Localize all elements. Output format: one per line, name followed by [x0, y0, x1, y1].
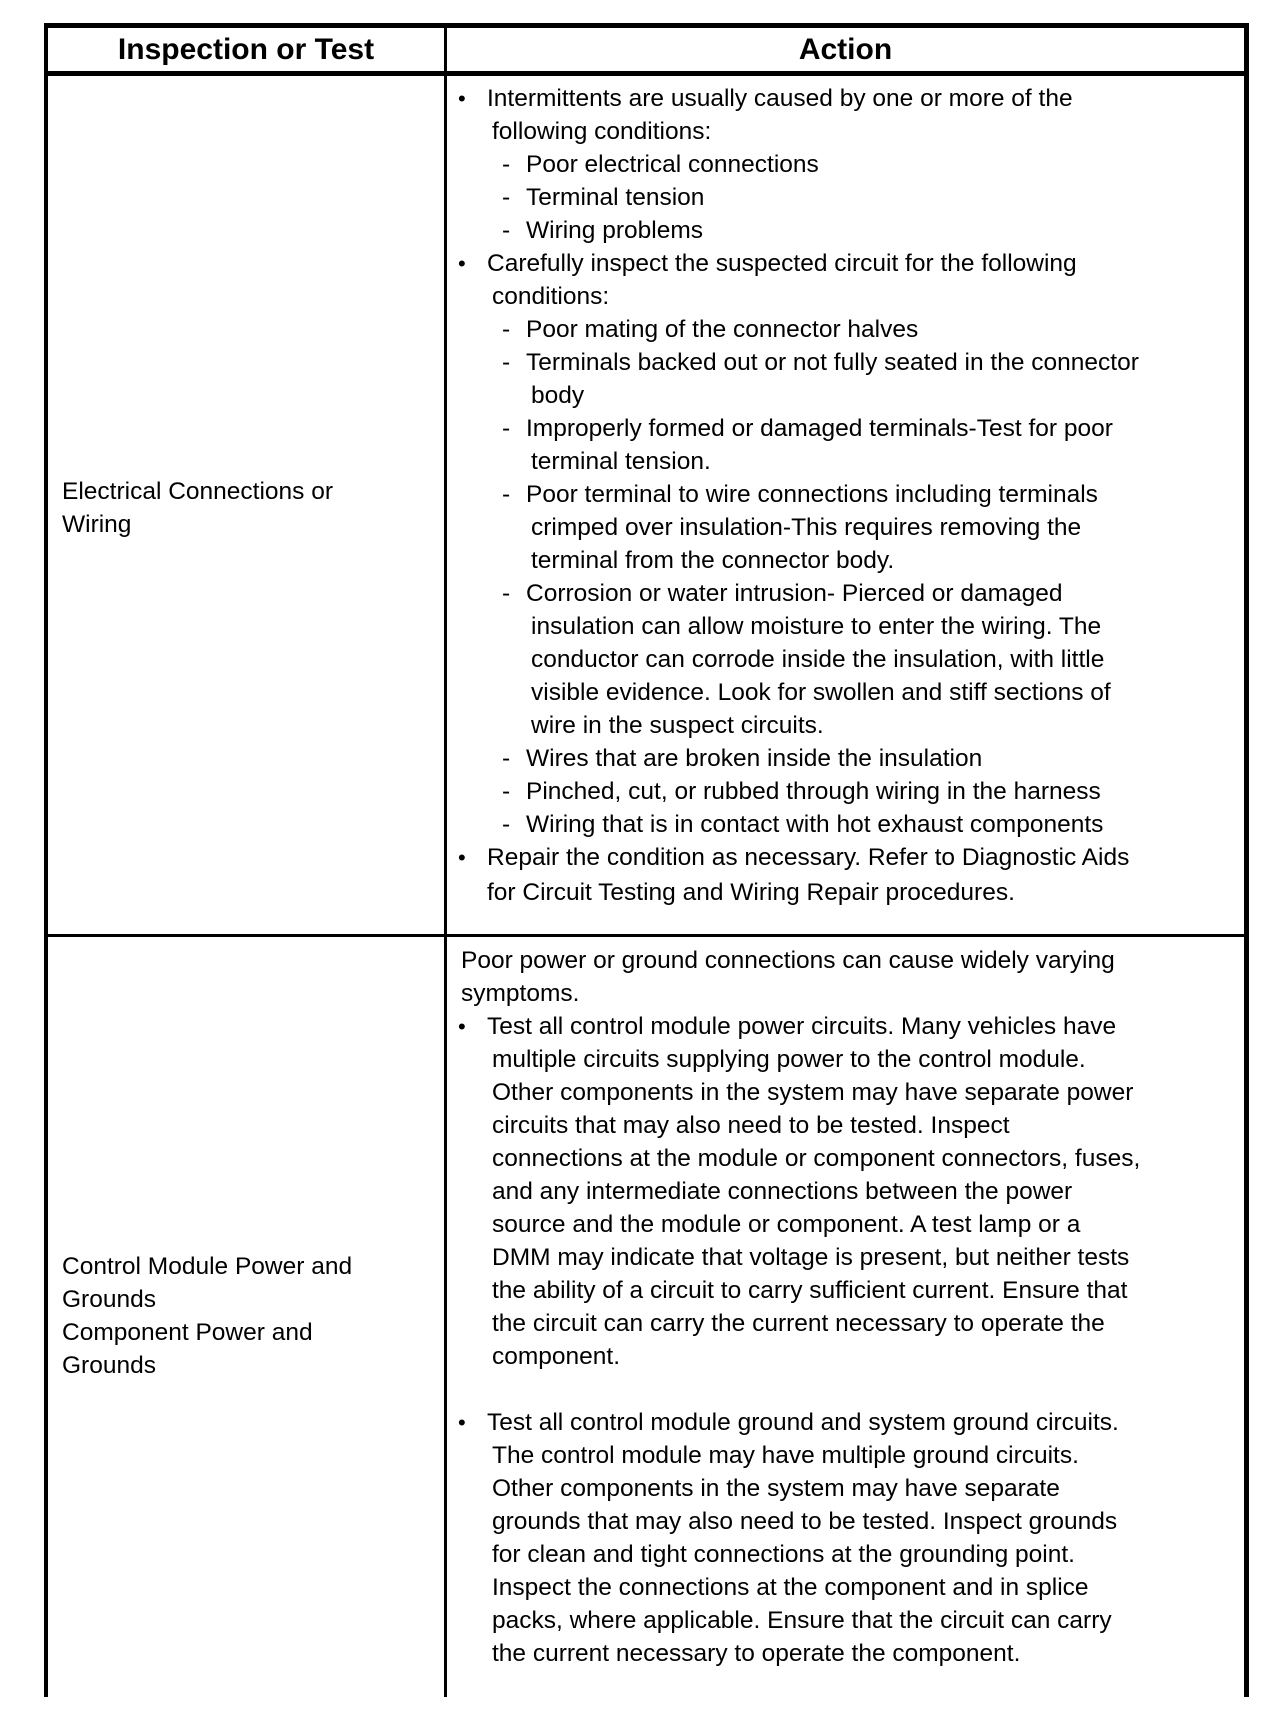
- action-text: Test all control module power circuits. Many vehicles have: [487, 1013, 1117, 1040]
- action-text: Wires that are broken inside the insulation: [526, 745, 983, 772]
- action-text: wire in the suspect circuits.: [531, 712, 824, 739]
- action-text: multiple circuits supplying power to the control module.: [492, 1046, 1086, 1073]
- action-text: component.: [492, 1343, 621, 1370]
- action-text: Intermittents are usually caused by one or more of the: [487, 85, 1073, 112]
- dash-icon: -: [502, 217, 511, 244]
- action-text: Other components in the system may have separate: [492, 1475, 1060, 1502]
- dash-icon: -: [502, 316, 511, 343]
- action-text: Carefully inspect the suspected circuit for the following: [487, 250, 1077, 277]
- action-text: symptoms.: [461, 980, 580, 1007]
- action-text: Poor power or ground connections can cause widely varying: [461, 947, 1115, 974]
- action-text: and any intermediate connections between the power: [492, 1178, 1073, 1205]
- action-text: terminal from the connector body.: [531, 547, 895, 574]
- header-action: Action: [798, 33, 893, 66]
- action-text: Wiring problems: [526, 217, 703, 244]
- bullet-icon: •: [458, 1014, 466, 1039]
- action-text: Wiring that is in contact with hot exhaust components: [526, 811, 1104, 838]
- dash-icon: -: [502, 151, 511, 178]
- action-text: Improperly formed or damaged terminals-Test for poor: [526, 415, 1113, 442]
- action-text: The control module may have multiple ground circuits.: [492, 1442, 1079, 1469]
- inspection-label: Grounds: [62, 1352, 156, 1379]
- action-text: circuits that may also need to be tested. Inspect: [492, 1112, 1010, 1139]
- action-text: source and the module or component. A test lamp or a: [492, 1211, 1081, 1238]
- dash-icon: -: [502, 349, 511, 376]
- action-text: conditions:: [492, 283, 610, 310]
- action-text: grounds that may also need to be tested. Inspect grounds: [492, 1508, 1118, 1535]
- action-text: visible evidence. Look for swollen and stiff sections of: [531, 679, 1111, 706]
- action-text: for clean and tight connections at the grounding point.: [492, 1541, 1075, 1568]
- action-text: insulation can allow moisture to enter the wiring. The: [531, 613, 1102, 640]
- dash-icon: -: [502, 745, 511, 772]
- action-text: the ability of a circuit to carry sufficient current. Ensure that: [492, 1277, 1128, 1304]
- action-text: Test all control module ground and system ground circuits.: [487, 1409, 1119, 1436]
- action-text: terminal tension.: [531, 448, 711, 475]
- bullet-icon: •: [458, 1410, 466, 1435]
- bullet-icon: •: [458, 251, 466, 276]
- dash-icon: -: [502, 415, 511, 442]
- action-text: for Circuit Testing and Wiring Repair procedures.: [487, 879, 1015, 906]
- action-text: conductor can corrode inside the insulation, with little: [531, 646, 1105, 673]
- action-text: the circuit can carry the current necessary to operate the: [492, 1310, 1105, 1337]
- bullet-icon: •: [458, 86, 466, 111]
- header-inspection-or-test: Inspection or Test: [117, 33, 375, 66]
- action-text: Poor electrical connections: [526, 151, 819, 178]
- inspection-label: Control Module Power and: [62, 1253, 353, 1280]
- dash-icon: -: [502, 184, 511, 211]
- action-text: crimped over insulation-This requires removing the: [531, 514, 1082, 541]
- action-text: Terminals backed out or not fully seated in the connector: [526, 349, 1139, 376]
- inspection-label: Grounds: [62, 1286, 156, 1313]
- action-text: Terminal tension: [526, 184, 705, 211]
- dash-icon: -: [502, 481, 511, 508]
- action-text: Corrosion or water intrusion- Pierced or damaged: [526, 580, 1063, 607]
- action-text: DMM may indicate that voltage is present, but neither tests: [492, 1244, 1130, 1271]
- inspection-label: Electrical Connections or: [62, 478, 333, 505]
- action-text: Repair the condition as necessary. Refer to Diagnostic Aids: [487, 844, 1130, 871]
- action-text: connections at the module or component connectors, fuses,: [492, 1145, 1141, 1172]
- dash-icon: -: [502, 811, 511, 838]
- table-left-border: [44, 23, 48, 1697]
- dash-icon: -: [502, 580, 511, 607]
- action-text: Poor terminal to wire connections including terminals: [526, 481, 1098, 508]
- row-divider: [44, 934, 1249, 937]
- action-text: Inspect the connections at the component and in splice: [492, 1574, 1089, 1601]
- action-text: Other components in the system may have separate power: [492, 1079, 1134, 1106]
- inspection-label: Component Power and: [62, 1319, 313, 1346]
- action-text: the current necessary to operate the component.: [492, 1640, 1021, 1667]
- action-text: packs, where applicable. Ensure that the circuit can carry: [492, 1607, 1112, 1634]
- action-text: following conditions:: [492, 118, 712, 145]
- bullet-icon: •: [458, 845, 466, 870]
- table-right-border: [1244, 23, 1249, 1697]
- action-text: Pinched, cut, or rubbed through wiring in the harness: [526, 778, 1101, 805]
- dash-icon: -: [502, 778, 511, 805]
- column-divider: [444, 23, 447, 1697]
- action-text: Poor mating of the connector halves: [526, 316, 919, 343]
- inspection-label: Wiring: [62, 511, 132, 538]
- action-text: body: [531, 382, 585, 409]
